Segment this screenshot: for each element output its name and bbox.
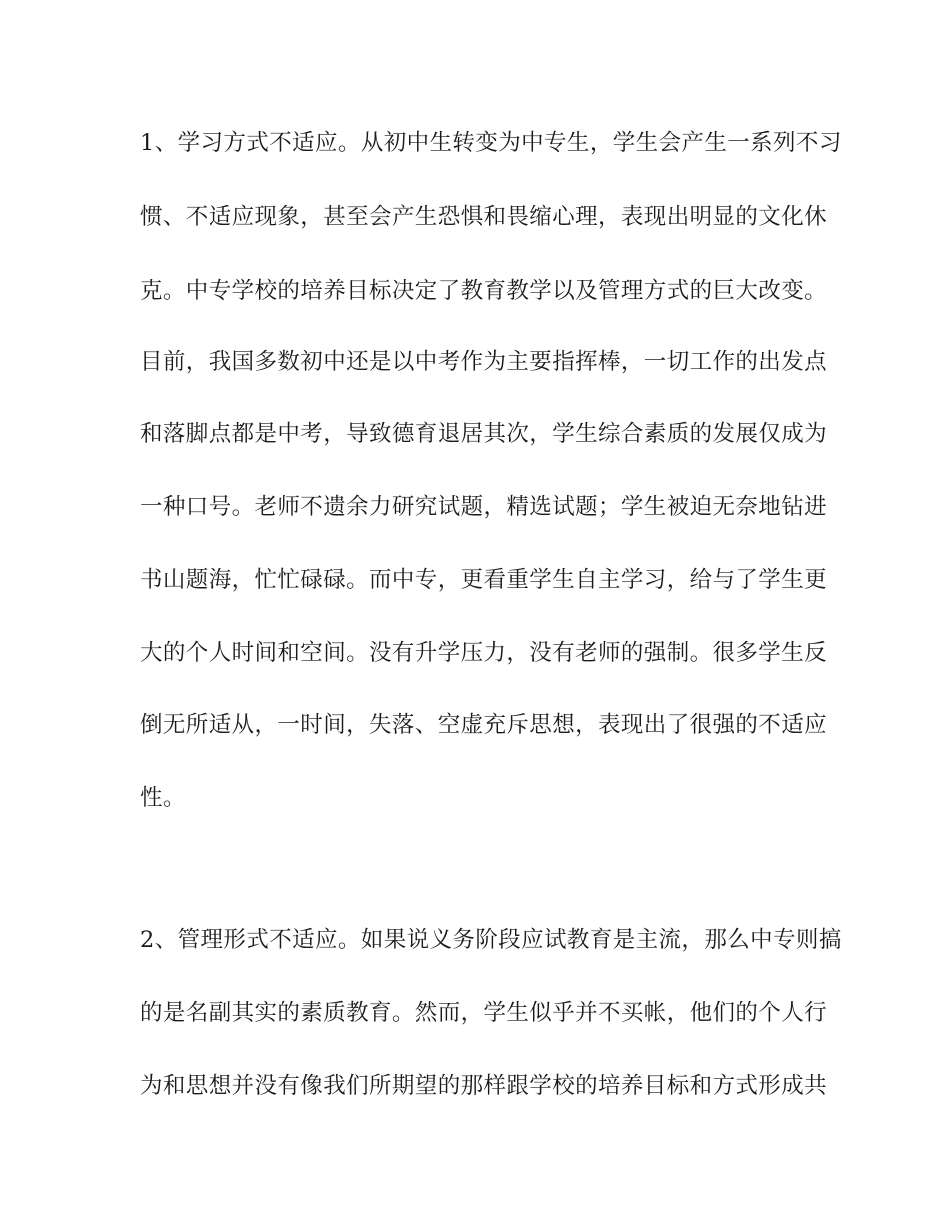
text-line: 惯、不适应现象，甚至会产生恐惧和畏缩心理，表现出明显的文化休 bbox=[140, 204, 828, 230]
text-line: 倒无所适从，一时间，失落、空虚充斥思想，表现出了很强的不适应 bbox=[140, 712, 828, 738]
text-line: 一种口号。老师不遗余力研究试题，精选试题；学生被迫无奈地钻进 bbox=[140, 494, 828, 520]
text-line: 性。 bbox=[140, 785, 186, 811]
text-line: 和落脚点都是中考，导致德育退居其次，学生综合素质的发展仅成为 bbox=[140, 421, 828, 447]
text-line: 1、学习方式不适应。从初中生转变为中专生，学生会产生一系列不习 bbox=[140, 130, 842, 156]
text-line: 克。中专学校的培养目标决定了教育教学以及管理方式的巨大改变。 bbox=[140, 278, 828, 304]
text-line: 大的个人时间和空间。没有升学压力，没有老师的强制。很多学生反 bbox=[140, 640, 828, 666]
text-line: 的是名副其实的素质教育。然而，学生似乎并不买帐，他们的个人行 bbox=[140, 1000, 828, 1026]
text-line: 目前，我国多数初中还是以中考作为主要指挥棒，一切工作的出发点 bbox=[140, 349, 828, 375]
text-line: 2、管理形式不适应。如果说义务阶段应试教育是主流，那么中专则搞 bbox=[140, 927, 842, 953]
text-line: 为和思想并没有像我们所期望的那样跟学校的培养目标和方式形成共 bbox=[140, 1073, 828, 1099]
text-line: 书山题海，忙忙碌碌。而中专，更看重学生自主学习，给与了学生更 bbox=[140, 567, 828, 593]
